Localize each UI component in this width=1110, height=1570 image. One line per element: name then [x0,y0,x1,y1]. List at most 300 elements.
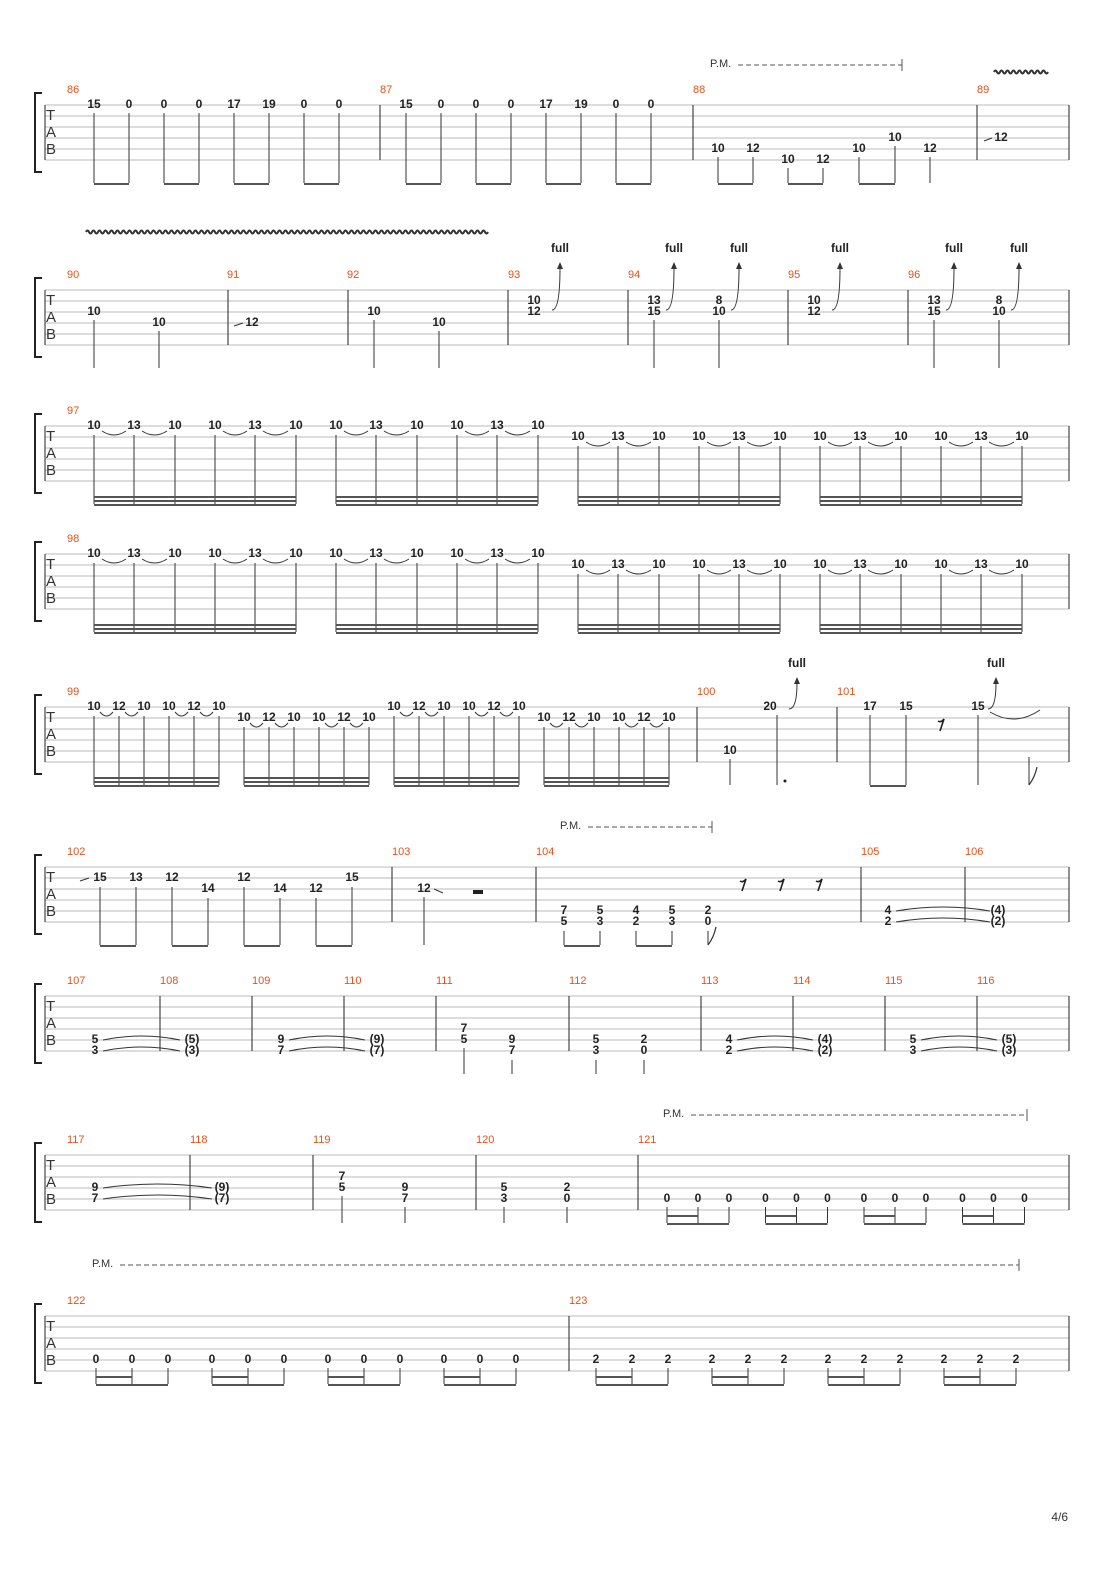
fret-number: (2) [990,914,1006,928]
bar-number: 87 [380,84,393,96]
bend-label: full [1010,241,1028,255]
fret-number: 0 [640,1043,648,1057]
fret-number: 13 [127,418,141,432]
bar-number: 116 [977,975,995,987]
fret-number: 2 [704,903,712,917]
fret-number: 0 [472,97,480,111]
fret-number: 15 [93,870,107,884]
fret-number: 0 [891,1191,899,1205]
beam [94,496,296,498]
fret-number: 12 [412,699,426,713]
beam [544,777,669,779]
fret-number: 13 [927,293,941,307]
fret-number: (3) [184,1043,200,1057]
system-bracket [35,414,42,493]
fret-number: 10 [450,546,464,560]
fret-number: 10 [807,293,821,307]
fret-number: 10 [87,418,101,432]
fret-number: 5 [909,1032,917,1046]
fret-number: 12 [262,710,276,724]
beam [667,1223,729,1225]
beam [328,1384,400,1386]
tab-clef-letter: T [46,998,56,1015]
tab-clef-letter: B [46,743,57,760]
tie-arc [707,442,731,446]
bend-label: full [987,656,1005,670]
system-bracket [35,542,42,621]
fret-number: 0 [208,1352,216,1366]
tie-arc [344,559,368,563]
fret-number: 10 [367,304,381,318]
fret-number: 10 [168,546,182,560]
fret-number: 3 [909,1043,917,1057]
fret-number: 10 [992,304,1006,318]
fret-number: 13 [732,557,746,571]
tab-clef-letter: B [46,141,57,158]
tab-clef-letter: B [46,903,57,920]
fret-number: 2 [940,1352,948,1366]
bar-number: 119 [313,1134,331,1146]
fret-number: 10 [289,418,303,432]
fret-number: 10 [531,546,545,560]
fret-number: 12 [994,130,1008,144]
tie-arc [289,1047,365,1051]
tab-clef-letter: B [46,590,57,607]
fret-number: (7) [214,1191,230,1205]
system-bracket [35,1143,42,1222]
beam [718,183,753,185]
tie-arc [103,1036,180,1040]
tie-arc [102,431,126,435]
fret-number: 10 [387,699,401,713]
fret-number: 13 [974,557,988,571]
fret-number: 3 [668,914,676,928]
fret-number: 10 [527,293,541,307]
beam [172,945,208,947]
bar-number: 105 [861,846,880,858]
bar-number: 120 [476,1134,495,1146]
beam [94,504,296,506]
tab-clef-letter: B [46,1191,57,1208]
tie-arc [103,1195,212,1199]
bar-number: 94 [628,269,641,281]
fret-number: 10 [612,710,626,724]
bend-curve [731,268,739,310]
fret-number: 2 [640,1032,648,1046]
fret-number: 10 [571,429,585,443]
tie-arc [505,559,530,563]
fret-number: 15 [899,699,913,713]
fret-number: 0 [647,97,655,111]
fret-number: 0 [860,1191,868,1205]
tie-arc [384,431,409,435]
fret-number: 10 [410,418,424,432]
bend-curve [666,268,674,310]
system-bracket [35,1304,42,1383]
beam [328,1376,364,1378]
bend-arrowhead [671,262,677,269]
fret-number: 0 [922,1191,930,1205]
bar-number: 100 [697,686,716,698]
tie-arc [650,723,663,727]
fret-number: 3 [91,1043,99,1057]
tie-arc [707,570,731,574]
fret-number: 2 [664,1352,672,1366]
beam [828,1384,900,1386]
fret-number: 7 [460,1021,468,1035]
fret-number: 10 [781,152,795,166]
fret-number: 2 [1012,1352,1020,1366]
fret-number: 15 [927,304,941,318]
tie-arc [949,442,973,446]
bar-number: 95 [788,269,801,281]
bend-label: full [665,241,683,255]
beam [394,785,519,787]
fret-number: 5 [460,1032,468,1046]
tab-clef-letter: T [46,1318,56,1335]
fret-number: 0 [125,97,133,111]
fret-number: 5 [668,903,676,917]
fret-number: 0 [990,1191,997,1205]
fret-number: 10 [813,557,827,571]
beam [94,781,219,783]
beam [212,1376,248,1378]
tie-arc [223,431,247,435]
fret-number: (3) [1001,1043,1017,1057]
bend-arrowhead [736,262,742,269]
fret-number: 13 [974,429,988,443]
fret-number: 12 [237,870,251,884]
beam [336,496,538,498]
beam [578,624,780,626]
fret-number: 10 [329,418,343,432]
fret-number: 10 [711,141,725,155]
fret-number: 10 [934,557,948,571]
fret-number: (5) [184,1032,200,1046]
tie-arc [425,712,438,716]
fret-number: 13 [369,418,383,432]
fret-number: 5 [560,914,568,928]
tie-arc [223,559,247,563]
fret-number: 10 [894,429,908,443]
fret-number: 9 [277,1032,285,1046]
tie-arc [350,723,363,727]
fret-number: 20 [763,699,777,713]
bar-number: 98 [67,533,80,545]
fret-number: 2 [628,1352,636,1366]
beam [100,945,136,947]
tie-arc [625,723,638,727]
fret-number: 13 [127,546,141,560]
tab-clef-letter: A [46,309,57,326]
tie-arc [586,570,610,574]
tab-clef-letter: A [46,726,57,743]
tie-arc [989,442,1014,446]
tie-arc [200,712,213,716]
beam [244,785,369,787]
fret-number: 0 [1021,1191,1028,1205]
bend-arrowhead [794,677,800,684]
bar-number: 89 [977,84,990,96]
fret-number: 12 [637,710,651,724]
system-bracket [35,984,42,1063]
tie-arc [325,723,338,727]
beam [820,500,1022,502]
fret-number: 5 [91,1032,99,1046]
beam [944,1384,1016,1386]
tie-arc [465,559,489,563]
system-bracket [35,855,42,934]
fret-number: 10 [934,429,948,443]
beam [578,632,780,634]
fret-number: 12 [112,699,126,713]
fret-number: 5 [500,1180,508,1194]
tie-arc [737,1036,813,1040]
fret-number: 3 [500,1191,508,1205]
fret-number: 10 [531,418,545,432]
dot [784,780,787,783]
fret-number: 10 [312,710,326,724]
fret-number: 0 [512,1352,520,1366]
fret-number: 10 [329,546,343,560]
tie-arc [289,1036,365,1040]
fret-number: 0 [335,97,343,111]
fret-number: 2 [563,1180,571,1194]
bar-number: 104 [536,846,555,858]
fret-number: 4 [884,903,892,917]
tie-arc [626,570,651,574]
fret-number: 10 [212,699,226,713]
fret-number: 13 [853,557,867,571]
half-rest [473,890,483,894]
beam [244,945,280,947]
bend-arrowhead [993,677,999,684]
fret-number: 14 [201,881,215,895]
tie-arc [475,712,488,716]
fret-number: 0 [704,914,712,928]
fret-number: 10 [813,429,827,443]
fret-number: 9 [508,1032,516,1046]
beam [828,1376,864,1378]
fret-number: 0 [476,1352,484,1366]
fret-number: 5 [338,1180,346,1194]
fret-number: 2 [632,914,640,928]
tie-arc [275,723,288,727]
palm-mute-label: P.M. [92,1258,114,1270]
fret-number: 13 [248,546,262,560]
fret-number: 12 [187,699,201,713]
beam [820,496,1022,498]
fret-number: 10 [773,557,787,571]
tab-clef-letter: A [46,445,57,462]
fret-number: 2 [708,1352,716,1366]
fret-number: 2 [860,1352,868,1366]
fret-number: 0 [612,97,620,111]
beam [94,785,219,787]
system-bracket [35,93,42,172]
fret-number: 12 [487,699,501,713]
tie-arc [921,1047,997,1051]
beam [859,183,895,185]
fret-number: 0 [160,97,168,111]
fret-number: 12 [417,881,431,895]
beam [94,628,296,630]
fret-number: 10 [662,710,676,724]
fret-number: (7) [369,1043,385,1057]
fret-number: 15 [971,699,985,713]
beam [766,1215,797,1217]
bar-number: 109 [252,975,271,987]
bar-number: 122 [67,1295,86,1307]
tie-arc [505,431,530,435]
fret-number: 10 [571,557,585,571]
fret-number: 10 [437,699,451,713]
fret-number: 4 [632,903,640,917]
tab-clef-letter: B [46,1352,57,1369]
fret-number: 8 [995,293,1003,307]
bar-number: 102 [67,846,86,858]
tab-clef-letter: A [46,886,57,903]
tie-arc [384,559,409,563]
beam [788,183,823,185]
tie-arc [575,723,588,727]
beam [616,183,651,185]
fret-number: 9 [401,1180,409,1194]
bend-curve [946,268,954,310]
bar-number: 97 [67,405,80,417]
fret-number: 0 [563,1191,571,1205]
fret-number: 19 [574,97,588,111]
tab-clef-letter: B [46,462,57,479]
fret-number: 0 [959,1191,966,1205]
tab-clef-letter: B [46,326,57,343]
bar-number: 123 [569,1295,588,1307]
bar-number: 111 [436,975,453,987]
beam [336,504,538,506]
beam [864,1215,895,1217]
fret-number: 10 [1015,429,1029,443]
fret-number: 13 [490,546,504,560]
beam [476,183,511,185]
beam [596,1384,668,1386]
tie-arc [142,559,167,563]
bend-curve [552,268,560,310]
fret-number: 10 [462,699,476,713]
fret-number: 19 [262,97,276,111]
fret-number: 12 [309,881,323,895]
beam [667,1215,698,1217]
beam [164,183,199,185]
fret-number: (9) [214,1180,230,1194]
beam [336,628,538,630]
tab-clef-letter: T [46,428,56,445]
fret-number: 0 [300,97,308,111]
fret-number: (2) [817,1043,833,1057]
tie-arc [400,712,413,716]
beam [578,504,780,506]
fret-number: 17 [227,97,241,111]
beam [963,1215,994,1217]
bar-number: 88 [693,84,706,96]
tab-clef-letter: A [46,1015,57,1032]
tab-clef-letter: T [46,107,56,124]
tie-arc [250,723,263,727]
tab-clef-letter: T [46,1157,56,1174]
fret-number: 14 [273,881,287,895]
fret-number: 10 [137,699,151,713]
fret-number: 0 [280,1352,288,1366]
fret-number: 2 [824,1352,832,1366]
fret-number: 10 [162,699,176,713]
fret-number: 13 [611,429,625,443]
fret-number: 10 [87,699,101,713]
tab-clef-letter: A [46,573,57,590]
tie-arc [550,723,563,727]
bar-number: 108 [160,975,179,987]
fret-number: 7 [91,1191,99,1205]
fret-number: 2 [884,914,892,928]
tie-arc [828,570,852,574]
fret-number: 17 [539,97,553,111]
fret-number: 15 [87,97,101,111]
tab-clef-letter: A [46,124,57,141]
fret-number: 7 [277,1043,285,1057]
beam [244,777,369,779]
fret-number: 15 [647,304,661,318]
beam [244,781,369,783]
fret-number: (4) [990,903,1006,917]
fret-number: 17 [863,699,877,713]
fret-number: 12 [923,141,937,155]
fret-number: 10 [852,141,866,155]
beam [944,1376,980,1378]
bar-number: 96 [908,269,921,281]
beam [820,632,1022,634]
fret-number: 10 [208,546,222,560]
bar-number: 92 [347,269,360,281]
beam [546,183,581,185]
tie-arc [949,570,973,574]
system-bracket [35,695,42,774]
fret-number: 2 [896,1352,904,1366]
beam [94,500,296,502]
tie-arc [102,559,126,563]
bend-curve [832,268,840,310]
fret-number: 5 [596,903,604,917]
fret-number: 2 [976,1352,984,1366]
fret-number: 10 [152,315,166,329]
beam [870,785,906,787]
beam [712,1376,748,1378]
fret-number: 10 [1015,557,1029,571]
fret-number: 10 [410,546,424,560]
fret-number: 0 [324,1352,332,1366]
fret-number: 3 [596,914,604,928]
beam [544,781,669,783]
tie-arc [142,431,167,435]
fret-number: 10 [87,304,101,318]
vibrato-wave [994,71,1048,74]
bar-number: 114 [793,975,811,987]
fret-number: 7 [508,1043,516,1057]
fret-number: 10 [537,710,551,724]
tie-arc [100,712,113,716]
fret-number: 0 [694,1191,702,1205]
tie-arc [263,431,288,435]
bend-label: full [551,241,569,255]
beam [963,1223,1025,1225]
tie-arc [868,442,893,446]
